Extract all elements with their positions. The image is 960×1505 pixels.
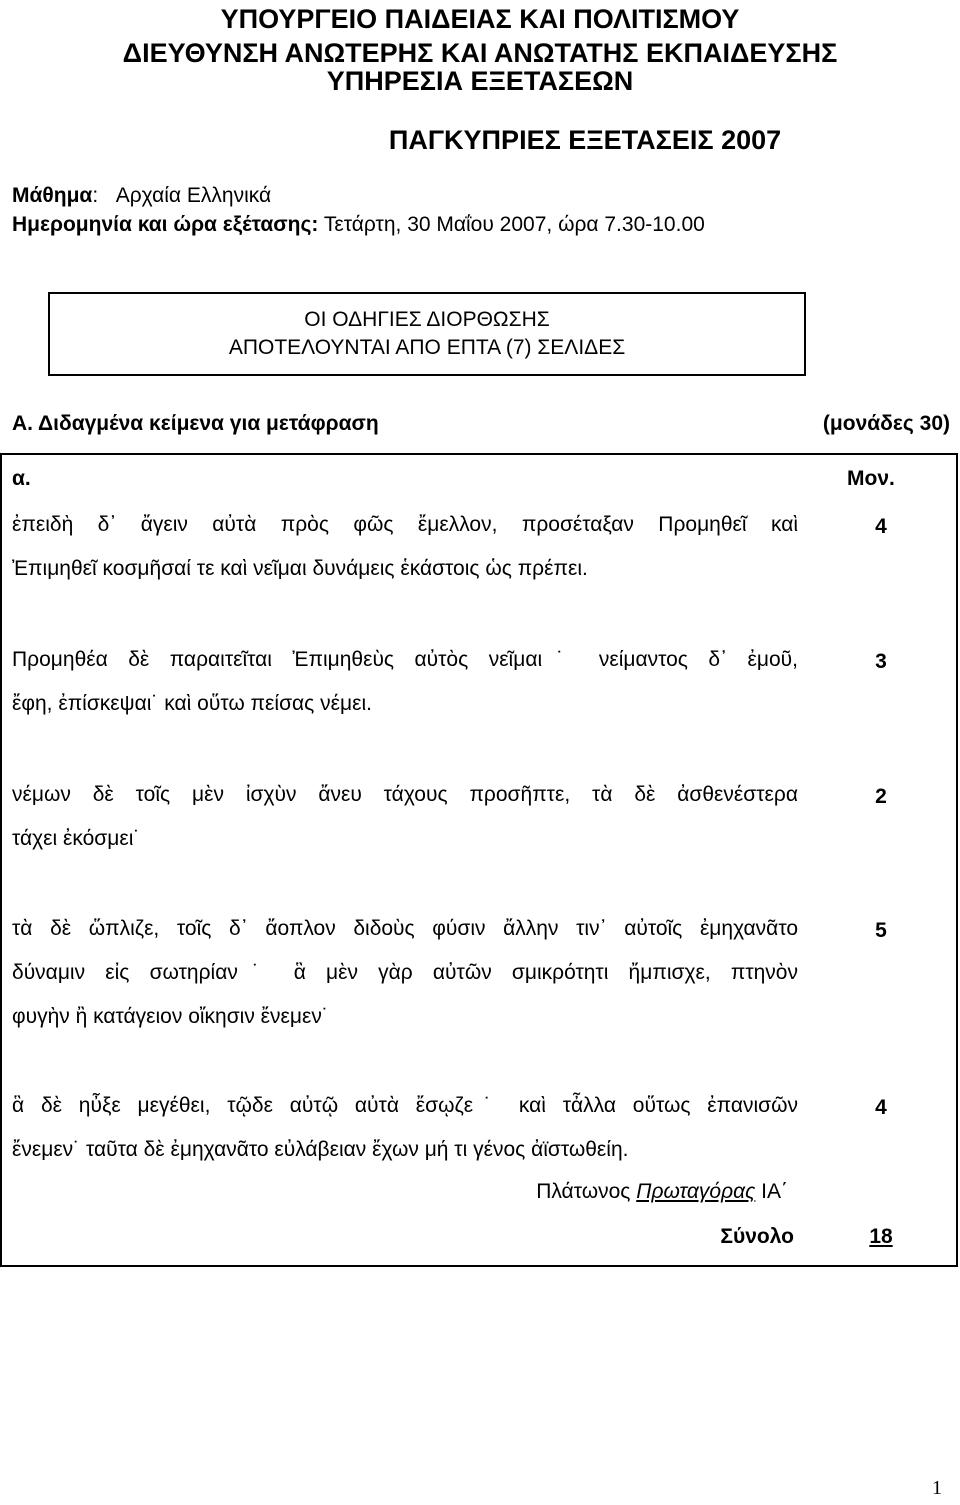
- passage-line: ἐπειδὴ δ᾽ ἄγειν αὐτὰ πρὸς φῶς ἔμελλον, προσέταξαν Προμηθεῖ καὶ: [12, 513, 798, 536]
- passage-line: δύναμιν εἰς σωτηρίαν˙ ἃ μὲν γὰρ αὐτῶν σμικρότητι ἤμπισχε, πτηνὸν: [12, 961, 798, 984]
- passage-line: ἔνεμεν˙ ταῦτα δὲ ἐμηχανᾶτο εὐλάβειαν ἔχων μή τι γένος ἀϊστωθείη.: [12, 1138, 629, 1161]
- date-label: Ημερομηνία και ώρα εξέτασης:: [12, 213, 319, 236]
- source-author: Πλάτωνος: [536, 1180, 631, 1203]
- passage-3: [12, 773, 798, 861]
- passage-line: ἃ δὲ ηὖξε μεγέθει, τῷδε αὐτῷ αὐτὰ ἔσῳζε˙ καὶ τἆλλα οὕτως ἐπανισῶν: [12, 1094, 798, 1117]
- section-points: (μονάδες 30): [822, 412, 950, 435]
- passage-line: Προμηθέα δὲ παραιτεῖται Ἐπιμηθεὺς αὐτὸς νεῖμαι˙ νείμαντος δ᾽ ἐμοῦ,: [12, 648, 798, 671]
- service-title: ΥΠΗΡΕΣΙΑ ΕΞΕΤΑΣΕΩΝ: [326, 66, 634, 96]
- subject-line: Μάθημα: Αρχαία Ελληνικά: [12, 184, 272, 207]
- exam-title: ΠΑΓΚΥΠΡΙΕΣ ΕΞΕΤΑΣΕΙΣ 2007: [388, 125, 782, 155]
- points-2: 3: [875, 650, 887, 673]
- passage-1: [12, 503, 798, 591]
- passage-5: [12, 1084, 798, 1172]
- ministry-title: ΥΠΟΥΡΓΕΙΟ ΠΑΙΔΕΙΑΣ ΚΑΙ ΠΟΛΙΤΙΣΜΟΥ: [220, 4, 740, 34]
- passage-4: [12, 907, 798, 1039]
- correction-notice-box: [48, 292, 806, 376]
- source-work: Πρωταγόρας: [636, 1180, 756, 1203]
- passage-line: νέμων δὲ τοῖς μὲν ἰσχὺν ἄνευ τάχους προσῆπτε, τὰ δὲ ἀσθενέστερα: [12, 783, 798, 806]
- date-value: Τετάρτη, 30 Μαΐου 2007, ώρα 7.30-10.00: [323, 213, 705, 236]
- points-1: 4: [875, 515, 887, 538]
- total-value: 18: [869, 1225, 893, 1248]
- passage-2: [12, 638, 798, 726]
- section-title: Α. Διδαγμένα κείμενα για μετάφραση: [12, 412, 379, 435]
- sub-label: α.: [12, 467, 31, 490]
- passage-line: φυγὴν ἢ κατάγειον οἴκησιν ἔνεμεν˙: [12, 1005, 329, 1028]
- passage-line: Ἐπιμηθεῖ κοσμῆσαί τε καὶ νεῖμαι δυνάμεις ἑκάστοις ὡς πρέπει.: [12, 557, 588, 580]
- passage-line: τὰ δὲ ὥπλιζε, τοῖς δ᾽ ἄοπλον διδοὺς φύσιν ἄλλην τιν᾽ αὐτοῖς ἐμηχανᾶτο: [12, 917, 798, 940]
- directorate-title: ΔΙΕΥΘΥΝΣΗ ΑΝΩΤΕΡΗΣ ΚΑΙ ΑΝΩΤΑΤΗΣ ΕΚΠΑΙΔΕΥΣΗΣ: [122, 38, 838, 68]
- passage-line: τάχει ἐκόσμει˙: [12, 827, 141, 850]
- notice-line-1: ΟΙ ΟΔΗΓΙΕΣ ΔΙΟΡΘΩΣΗΣ: [304, 308, 550, 331]
- source-chapter: ΙΑ΄: [761, 1180, 788, 1203]
- points-3: 2: [875, 785, 887, 808]
- total-label: Σύνολο: [720, 1225, 794, 1248]
- source-citation: [536, 1180, 788, 1204]
- page-number: 1: [932, 1477, 942, 1499]
- points-5: 4: [875, 1096, 887, 1119]
- passage-line: ἔφη, ἐπίσκεψαι˙ καὶ οὕτω πείσας νέμει.: [12, 692, 372, 715]
- points-4: 5: [875, 919, 887, 942]
- points-header: Μον.: [847, 467, 895, 490]
- section-heading: [12, 412, 950, 436]
- subject-label: Μάθημα: [12, 184, 93, 207]
- translation-table: [0, 453, 958, 1267]
- date-line: [12, 212, 705, 238]
- notice-line-2: ΑΠΟΤΕΛΟΥΝΤΑΙ ΑΠΟ ΕΠΤΑ (7) ΣΕΛΙΔΕΣ: [228, 336, 626, 359]
- subject-value: Αρχαία Ελληνικά: [115, 184, 272, 207]
